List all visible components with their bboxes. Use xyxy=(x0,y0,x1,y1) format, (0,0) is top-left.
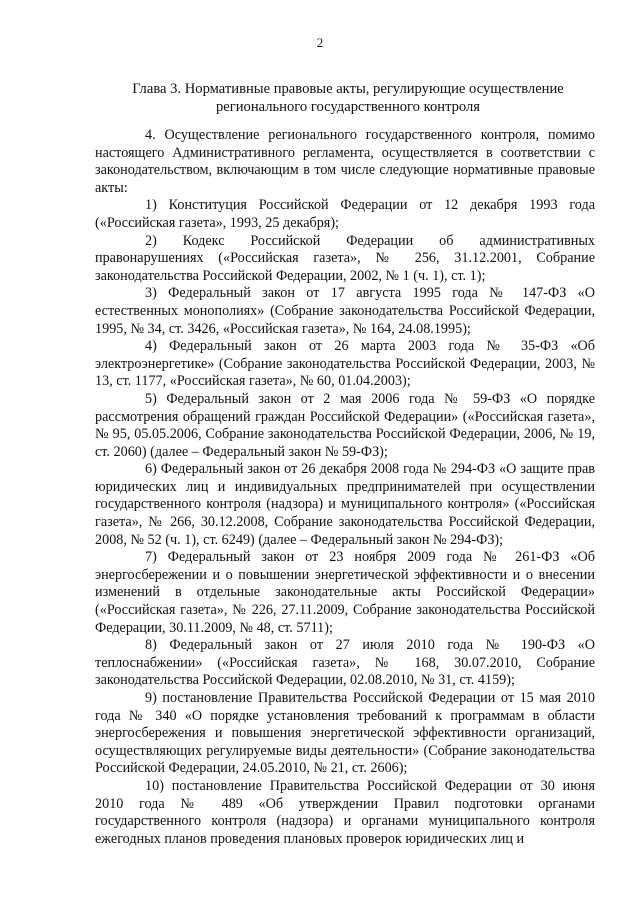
list-item-law-190: 8) Федеральный закон от 27 июля 2010 года № 190-ФЗ «О теплоснабжении» («Российская газета», № 168, 30.07.2010, Собрание законодательства Российской Федерации, 02.08.2010, № 31, ст. 4159); xyxy=(95,637,595,689)
list-item-law-294: 6) Федеральный закон от 26 декабря 2008 года № 294-ФЗ «О защите прав юридических лиц и индивидуальных предпринимателей при осуществлении государственного контроля (надзора) и муниципального контроля» («Российская газета», № 266, 30.12.2008, Собрание законодательства Российской Федерации, 2008, № 52 (ч. 1), ст. 6249) (далее – Федеральный закон № 294-ФЗ); xyxy=(95,461,595,548)
list-item-law-35: 4) Федеральный закон от 26 марта 2003 года № 35-ФЗ «Об электроэнергетике» (Собрание законодательства Российской Федерации, 2003, № 13, ст. 1177, «Российская газета», № 60, 01.04.2003); xyxy=(95,338,595,390)
document-body xyxy=(95,127,595,848)
list-item-law-261: 7) Федеральный закон от 23 ноября 2009 года № 261-ФЗ «Об энергосбережении и о повышении энергетической эффективности и о внесении изменений в отдельные законодательные акты Российской Федерации» («Российская газета», № 226, 27.11.2009, Собрание законодательства Российской Федерации, 30.11.2009, № 48, ст. 5711); xyxy=(95,549,595,636)
chapter-title xyxy=(92,80,604,116)
list-item-decree-489: 10) постановление Правительства Российской Федерации от 30 июня 2010 года № 489 «Об утверждении Правил подготовки органами государственного контроля (надзора) и органами муниципального контроля ежегодных планов проведения плановых проверок юридических лиц и xyxy=(95,777,595,847)
list-item-administrative-code: 2) Кодекс Российской Федерации об административных правонарушениях («Российская газета», № 256, 31.12.2001, Собрание законодательства Российской Федерации, 2002, № 1 (ч. 1), ст. 1); xyxy=(95,232,595,284)
page-number: 2 xyxy=(316,35,324,50)
chapter-title-line-2: регионального государственного контроля xyxy=(215,99,481,115)
list-item-law-59: 5) Федеральный закон от 2 мая 2006 года № 59-ФЗ «О порядке рассмотрения обращений граждан Российской Федерации» («Российская газета», № 95, 05.05.2006, Собрание законодательства Российской Федерации, 2006, № 19, ст. 2060) (далее – Федеральный закон № 59-ФЗ); xyxy=(95,390,595,460)
list-item-decree-340: 9) постановление Правительства Российской Федерации от 15 мая 2010 года № 340 «О порядке установления требований к программам в области энергосбережения и повышения энергетической эффективности организаций, осуществляющих регулируемые виды деятельности» (Собрание законодательства Российской Федерации, 24.05.2010, № 21, ст. 2606); xyxy=(95,690,595,777)
paragraph-intro: 4. Осуществление регионального государственного контроля, помимо настоящего Административного регламента, осуществляется в соответствии с законодательством, включающим в том числе следующие нормативные правовые акты: xyxy=(95,127,595,196)
chapter-title-line-1: Глава 3. Нормативные правовые акты, регулирующие осуществление xyxy=(132,81,564,97)
list-item-constitution: 1) Конституция Российской Федерации от 12 декабря 1993 года («Российская газета», 1993, 25 декабря); xyxy=(95,197,595,231)
list-item-law-147: 3) Федеральный закон от 17 августа 1995 года № 147-ФЗ «О естественных монополиях» (Собрание законодательства Российской Федерации, 1995, № 34, ст. 3426, «Российская газета», № 164, 24.08.1995); xyxy=(95,285,595,337)
